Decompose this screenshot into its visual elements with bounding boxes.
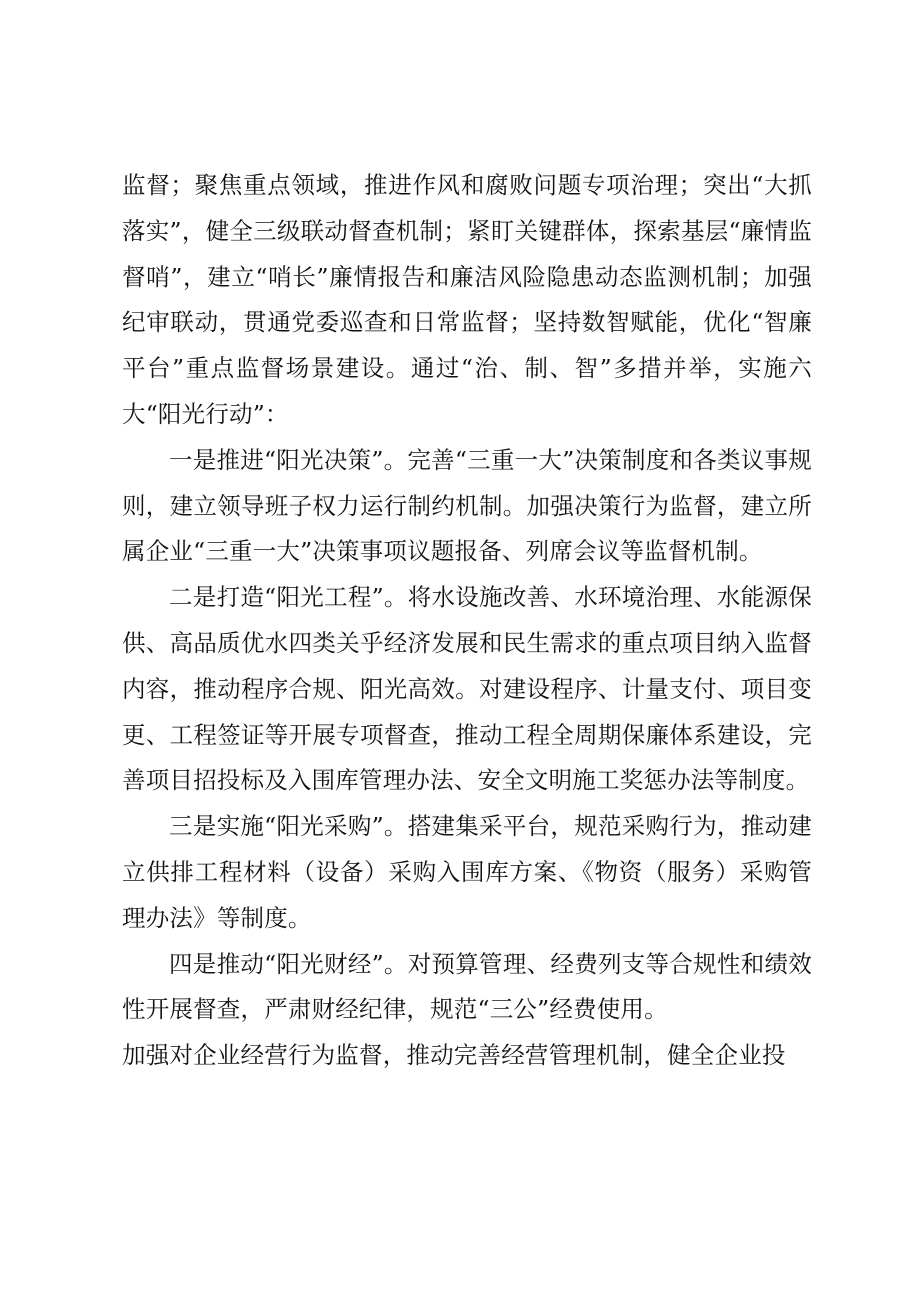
body-text bbox=[122, 163, 812, 1079]
paragraph-6: 加强对企业经营行为监督，推动完善经营管理机制，健全企业投 bbox=[122, 1041, 786, 1070]
paragraph-2: 一是推进“阳光决策”。完善“三重一大”决策制度和各类议事规则，建立领导班子权力运行制约机制。加强决策行为监督，建立所属企业“三重一大”决策事项议题报备、列席会议等监督机制。 bbox=[122, 445, 812, 566]
paragraph-5: 四是推动“阳光财经”。对预算管理、经费列支等合规性和绩效性开展督查，严肃财经纪律，规范“三公”经费使用。 bbox=[122, 949, 812, 1024]
paragraph-1: 监督；聚焦重点领域，推进作风和腐败问题专项治理；突出“大抓落实”，健全三级联动督查机制；紧盯关键群体，探索基层“廉情监督哨”，建立“哨长”廉情报告和廉洁风险隐患动态监测机制；加强纪审联动，贯通党委巡查和日常监督；坚持数智赋能，优化“智廉平台”重点监督场景建设。通过“治、制、智”多措并举，实施六大“阳光行动”： bbox=[122, 171, 812, 428]
paragraph-4: 三是实施“阳光采购”。搭建集采平台，规范采购行为，推动建立供排工程材料（设备）采购入围库方案、《物资（服务）采购管理办法》等制度。 bbox=[122, 812, 812, 932]
paragraph-3: 二是打造“阳光工程”。将水设施改善、水环境治理、水能源保供、高品质优水四类关乎经济发展和民生需求的重点项目纳入监督内容，推动程序合规、阳光高效。对建设程序、计量支付、项目变更、工程签证等开展专项督查，推动工程全周期保廉体系建设，完善项目招投标及入围库管理办法、安全文明施工奖惩办法等制度。 bbox=[122, 583, 812, 795]
